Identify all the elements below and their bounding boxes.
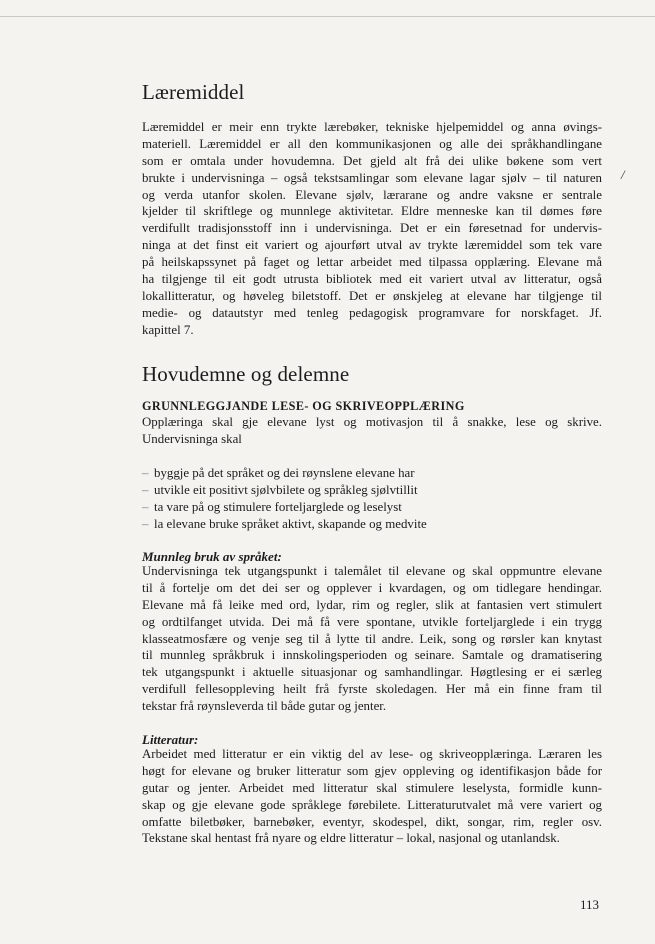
text-line: Tekstane skal hentast frå nyare og eldre litteratur – lokal, nasjonal og utanlandsk. xyxy=(142,831,560,846)
margin-annotation-mark: / xyxy=(621,167,625,182)
text-line: tekstar frå røynsleverda til både gutar og jenter. xyxy=(142,699,387,714)
text-line: Arbeidet med litteratur er ein viktig del av lese- og skriveopplæringa. Læraren les xyxy=(142,747,602,761)
text-line: kjelder til skriftlege og munnlege aktivitetar. Eldre menneske kan til dømes føre xyxy=(142,204,602,219)
text-line: Elevane må få leike med ord, lydar, rim og regler, slik at fantasien vert stimulert xyxy=(142,597,602,612)
paragraph-laeremiddel xyxy=(142,119,602,339)
text-line: Opplæringa skal gje elevane lyst og motivasjon til å snakke, lese og skrive. xyxy=(142,415,602,429)
text-line: og verda utanfor skolen. Elevane sjølv, lærarane og andre vaksne er sentrale xyxy=(142,187,602,202)
section-heading-hovudemne: Hovudemne og delemne xyxy=(142,362,350,386)
text-line: gutar og jenter. Arbeidet med litteratur skal stimulere leselysta, formidle kunn- xyxy=(142,780,602,795)
text-line: omfatte biletbøker, barnebøker, eventyr, skodespel, dikt, songar, rim, regler osv. xyxy=(142,814,602,829)
text-line: klasseatmosfære og venje seg til å lytte til andre. Leik, song og rørsler kan knytast xyxy=(142,631,602,646)
bullet-list xyxy=(142,465,427,533)
text-line: tek utgangspunkt i aktuelle situasjonar og samhandlingar. Høgtlesing er ei særleg xyxy=(142,665,602,680)
paragraph-litteratur xyxy=(142,746,602,847)
text-line: og ordtilfanget utvida. Dei må få vere spontane, utvikle forteljarglede i ein trygg xyxy=(142,614,602,629)
text-line: medie- og datautstyr med tenleg pedagogisk programvare for norskfaget. Jf. xyxy=(142,305,602,320)
list-item: – utvikle eit positivt sjølvbilete og språkleg sjølvtillit xyxy=(142,482,427,499)
list-item: – la elevane bruke språket aktivt, skapande og medvite xyxy=(142,516,427,533)
text-line: høgt for elevane og bruker litteratur som gjev oppleving og identifikasjon både for xyxy=(142,763,602,778)
text-line: skap og gje elevane gode språklege førebilete. Litteraturutvalet må vere variert og xyxy=(142,797,602,812)
text-line: materiell. Læremiddel er all den kommunikasjonen og alle dei språkhandlingane xyxy=(142,136,602,151)
subheading-lese-skriveopplaering: GRUNNLEGGJANDE LESE- OG SKRIVEOPPLÆRING xyxy=(142,399,465,413)
text-line: verdifullt tradisjonsstoff inn i undervisninga. Det er ein føresetnad for undervis- xyxy=(142,221,602,236)
text-line: brukte i undervisninga – også tekstsamlingar som elevane lagar sjølv – til naturen xyxy=(142,170,602,185)
paragraph-intro xyxy=(142,414,602,448)
scan-top-edge xyxy=(0,0,655,17)
text-line: ninga at det finst eit variert og ajourført utval av trykte læremiddel som tek vare xyxy=(142,238,602,253)
paragraph-munnleg xyxy=(142,563,602,715)
section-heading-laeremiddel: Læremiddel xyxy=(142,80,245,104)
list-item: – ta vare på og stimulere forteljarglede og leselyst xyxy=(142,499,427,516)
text-line: Undervisninga skal xyxy=(142,431,242,446)
subheading-munnleg: Munnleg bruk av språket: xyxy=(142,549,282,564)
text-line: Undervisninga tek utgangspunkt i talemålet til elevane og skal oppmuntre elevane xyxy=(142,564,602,578)
text-line: til munnleg språkbruk i innskolingsperioden og seinare. Samtale og dramatisering xyxy=(142,648,602,663)
text-line: på heilskapssynet på faget og lettar arbeidet med tilpassa opplæring. Elevane må xyxy=(142,255,602,270)
subheading-litteratur: Litteratur: xyxy=(142,732,199,747)
list-item: – byggje på det språket og dei røynslene elevane har xyxy=(142,465,427,482)
page-number: 113 xyxy=(580,897,600,912)
text-line: ha tilgjenge til eit godt utrusta bibliotek med eit variert utval av litteratur, også xyxy=(142,272,602,287)
text-line: kapittel 7. xyxy=(142,322,194,337)
text-line: Læremiddel er meir enn trykte lærebøker, tekniske hjelpemiddel og anna øvings- xyxy=(142,120,602,134)
text-line: til å fortelje om det dei ser og opplever i kvardagen, og om tidlegare hendingar. xyxy=(142,580,602,595)
text-line: lokallitteratur, og høveleg biletstoff. Det er ønskjeleg at elevane har tilgjenge til xyxy=(142,288,602,303)
text-line: som er omtala under hovudemna. Det gjeld alt frå dei ulike bøkene som vert xyxy=(142,153,602,168)
text-line: verdifull fellesoppleving heilt frå fyrste skoledagen. Her må ein finne fram til xyxy=(142,682,602,697)
